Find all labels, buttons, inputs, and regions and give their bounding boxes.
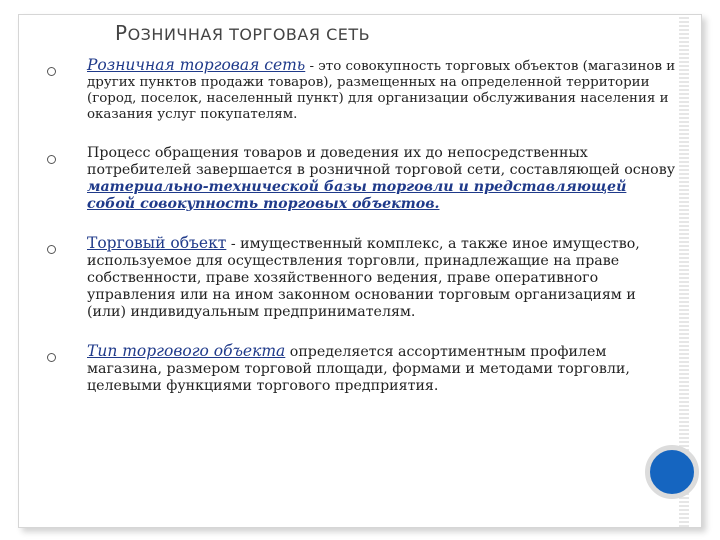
item-text: Тип торгового объекта определяется ассортиментным профилем магазина, размером торговой площади, формами и методами торговли, целевыми функциями торгового предприятия. xyxy=(87,342,630,394)
bullet-circle-icon xyxy=(47,155,56,164)
bullet-circle-icon xyxy=(47,353,56,362)
bullet-circle-icon xyxy=(47,67,56,76)
bullet-circle-icon xyxy=(47,245,56,254)
term-trade-object: Торговый объект xyxy=(87,234,227,252)
list-item xyxy=(47,145,677,213)
list-item xyxy=(47,343,677,395)
item-text: Процесс обращения товаров и доведения их до непосредственных потребителей завершается в розничной торговой сети, составляющей основу материально-технической базы торговли и представляющей собой совокупность торговых объектов. xyxy=(87,145,676,212)
page-title: РОЗНИЧНАЯ ТОРГОВАЯ СЕТЬ xyxy=(115,21,371,45)
term-retail-network: Розничная торговая сеть xyxy=(87,56,306,74)
decorative-circle-icon xyxy=(645,445,699,499)
item-text: Торговый объект - имущественный комплекс, а также иное имущество, используемое для осуществления торговли, принадлежащие на праве собственности, праве хозяйственного ведения, праве оперативного управления или на ином законном основании торговым организациям и (или) индивидуальным предпринимателям. xyxy=(87,234,640,320)
term-object-type: Тип торгового объекта xyxy=(87,342,286,360)
bullet-list xyxy=(47,57,677,417)
slide-frame xyxy=(18,14,702,528)
list-item xyxy=(47,235,677,321)
item-text: Розничная торговая сеть - это совокупность торговых объектов (магазинов и других пунктов продажи товаров), размещенных на определенной территории (город, поселок, населенный пункт) для организации обслуживания населения и оказания услуг покупателям. xyxy=(87,56,676,122)
emphasis-text: материально-технической базы торговли и представляющей собой совокупность торговых объектов. xyxy=(87,179,627,212)
list-item xyxy=(47,57,677,123)
